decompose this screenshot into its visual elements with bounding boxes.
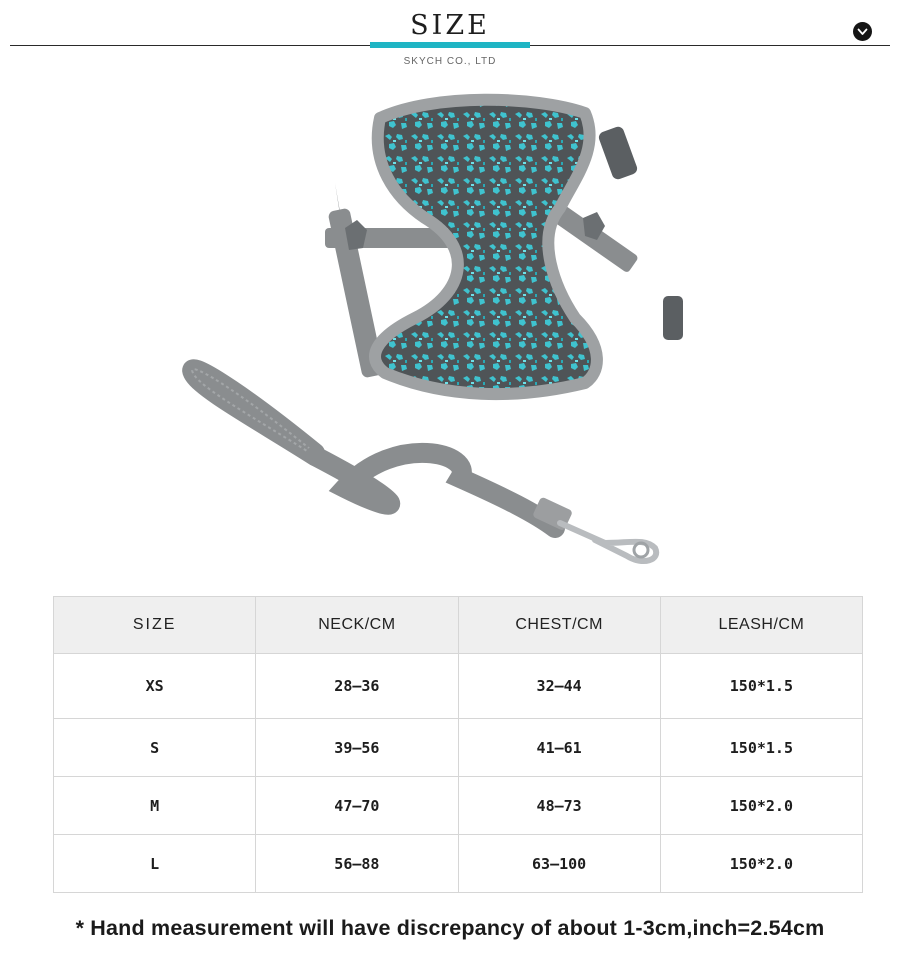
page-title: SIZE xyxy=(410,10,490,41)
leash xyxy=(192,369,656,561)
header-size: SIZE xyxy=(54,597,256,654)
cell-size: S xyxy=(54,719,256,777)
table-row xyxy=(54,835,863,893)
header-neck: NECK/CM xyxy=(256,597,458,654)
company-name: SKYCH CO., LTD xyxy=(403,56,497,67)
measurement-note: * Hand measurement will have discrepancy of about 1-3cm,inch=2.54cm xyxy=(75,916,825,940)
title-accent-bar xyxy=(370,42,530,48)
header-chest: CHEST/CM xyxy=(458,597,660,654)
cell-chest: 63–100 xyxy=(458,835,660,893)
cell-neck: 47–70 xyxy=(256,777,458,835)
size-chart-table xyxy=(53,596,863,893)
cell-chest: 48–73 xyxy=(458,777,660,835)
cell-leash: 150*2.0 xyxy=(660,777,862,835)
product-image xyxy=(175,88,705,578)
table-row xyxy=(54,719,863,777)
table-row xyxy=(54,654,863,719)
cell-neck: 39–56 xyxy=(256,719,458,777)
harness xyxy=(325,100,683,394)
cell-chest: 32–44 xyxy=(458,654,660,719)
cell-size: XS xyxy=(54,654,256,719)
chevron-down-icon[interactable] xyxy=(853,22,872,41)
cell-leash: 150*1.5 xyxy=(660,654,862,719)
table-header-row xyxy=(54,597,863,654)
page-header xyxy=(0,0,900,80)
cell-leash: 150*1.5 xyxy=(660,719,862,777)
cell-leash: 150*2.0 xyxy=(660,835,862,893)
table-row xyxy=(54,777,863,835)
cell-size: L xyxy=(54,835,256,893)
header-leash: LEASH/CM xyxy=(660,597,862,654)
cell-neck: 28–36 xyxy=(256,654,458,719)
cell-chest: 41–61 xyxy=(458,719,660,777)
cell-size: M xyxy=(54,777,256,835)
cell-neck: 56–88 xyxy=(256,835,458,893)
